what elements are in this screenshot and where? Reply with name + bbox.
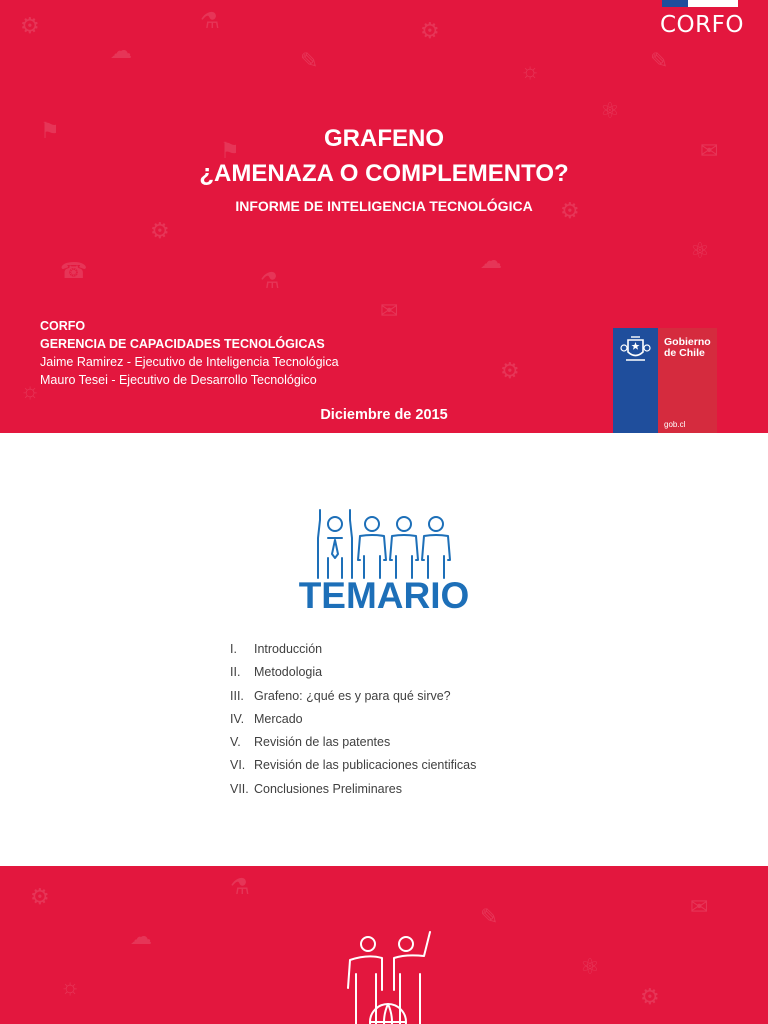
toc-item-number: VII. <box>230 781 249 796</box>
doodle-icon: ✉ <box>700 138 719 163</box>
doodle-icon: ☎ <box>60 258 88 283</box>
doodle-icon: ⚙ <box>420 18 440 43</box>
doodle-icon: ⚙ <box>150 218 170 243</box>
toc-item <box>230 712 476 735</box>
doodle-icon: ✎ <box>300 48 319 73</box>
toc-item-number: V. <box>230 735 241 750</box>
doodle-icon: ⚗ <box>230 874 250 899</box>
table-of-contents <box>230 642 476 805</box>
toc-item-label: Grafeno: ¿qué es y para qué sirve? <box>254 688 451 703</box>
title-line-1: GRAFENO <box>324 125 444 152</box>
doodle-icon: ☼ <box>60 974 81 999</box>
doodle-icon: ✎ <box>650 48 669 73</box>
credits-author-1: Jaime Ramirez - Ejecutivo de Inteligencia Tecnológica <box>40 355 339 369</box>
subtitle: INFORME DE INTELIGENCIA TECNOLÓGICA <box>235 198 533 214</box>
toc-item <box>230 689 476 712</box>
doodle-icon: ⚗ <box>260 268 280 293</box>
doodle-icon: ⚙ <box>560 198 580 223</box>
gobierno-de-chile-logo <box>613 328 717 433</box>
toc-item-label: Conclusiones Preliminares <box>254 781 402 796</box>
people-globe-icon <box>342 930 434 1024</box>
corfo-logo <box>660 0 752 42</box>
doodle-icon: ✉ <box>690 894 709 919</box>
doodle-icon: ✉ <box>380 298 399 323</box>
doodle-icon: ☁ <box>130 924 152 949</box>
toc-item-label: Revisión de las patentes <box>254 735 391 750</box>
toc-item-number: III. <box>230 688 244 703</box>
doodle-icon: ⚑ <box>40 118 60 143</box>
doodle-icon: ⚙ <box>20 13 40 38</box>
people-group-icon <box>308 508 460 580</box>
gob-logo-url: gob.cl <box>664 420 686 429</box>
doodle-icon: ⚙ <box>30 884 50 909</box>
doodle-icon: ⚑ <box>220 138 240 163</box>
doodle-icon: ⚙ <box>500 358 520 383</box>
toc-item <box>230 782 476 805</box>
gob-logo-line-1: Gobierno <box>664 336 711 348</box>
doodle-icon: ☁ <box>480 248 502 273</box>
doodle-icon: ⚛ <box>580 954 600 979</box>
toc-item <box>230 665 476 688</box>
toc-item-number: VI. <box>230 758 246 773</box>
toc-item-label: Introducción <box>254 642 323 656</box>
toc-item-label: Revisión de las publicaciones cientificas <box>254 758 477 773</box>
temario-heading: TEMARIO <box>298 575 470 616</box>
doodle-icon: ⚙ <box>640 984 660 1009</box>
gob-logo-text <box>664 337 711 359</box>
toc-item-number: II. <box>230 665 241 680</box>
toc-item-number: IV. <box>230 711 245 726</box>
doodle-icon: ⚛ <box>600 98 620 123</box>
toc-item <box>230 735 476 758</box>
doodle-icon: ⚛ <box>690 238 710 263</box>
doodle-icon: ✎ <box>480 904 499 929</box>
title-line-2: ¿AMENAZA O COMPLEMENTO? <box>199 160 569 187</box>
toc-item <box>230 642 476 665</box>
toc-item <box>230 758 476 781</box>
toc-item-label: Metodologia <box>254 665 323 680</box>
temario-slide <box>0 433 768 866</box>
doodle-icon: ⚗ <box>200 8 220 33</box>
credits <box>40 317 339 389</box>
credits-department: GERENCIA DE CAPACIDADES TECNOLÓGICAS <box>40 337 325 351</box>
chile-flag-strip <box>662 0 738 7</box>
gob-logo-line-2: de Chile <box>664 347 705 359</box>
toc-item-label: Mercado <box>254 711 303 726</box>
cover-slide <box>0 0 768 433</box>
corfo-logo-text: CORFO <box>660 12 744 38</box>
section-divider-slide <box>0 866 768 1024</box>
toc-item-number: I. <box>230 642 237 656</box>
chile-coat-of-arms-icon <box>619 334 652 367</box>
doodle-icon: ☼ <box>20 378 41 403</box>
doodle-icon: ☼ <box>520 58 541 83</box>
credits-author-2: Mauro Tesei - Ejecutivo de Desarrollo Tecnológico <box>40 373 317 387</box>
credits-org: CORFO <box>40 319 86 333</box>
doodle-icon: ☁ <box>110 38 132 63</box>
report-date: Diciembre de 2015 <box>320 407 448 423</box>
